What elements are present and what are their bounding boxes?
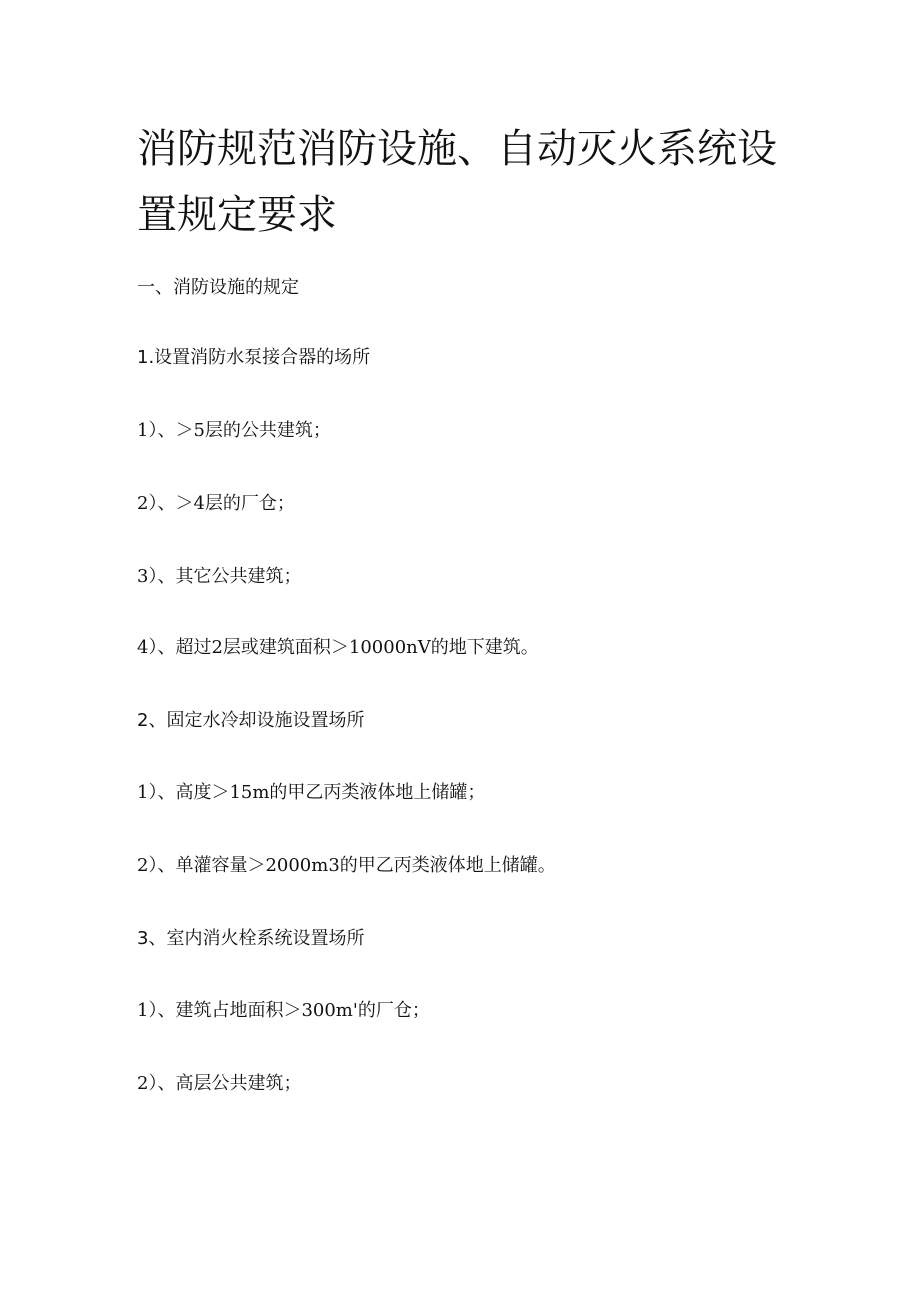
section-heading: 一、消防设施的规定 [137, 277, 299, 298]
list-item: 2）、＞4层的厂仓； [137, 493, 295, 514]
list-item: 4）、超过2层或建筑面积＞10000nV的地下建筑。 [137, 637, 539, 658]
list-item: 1）、建筑占地面积＞300m'的厂仓； [137, 1000, 430, 1021]
document-title: 消防规范消防设施、自动灭火系统设置规定要求 [137, 126, 777, 238]
subsection-heading: 3、室内消火栓系统设置场所 [137, 928, 365, 949]
list-item: 1）、高度＞15m的甲乙丙类液体地上储罐； [137, 782, 486, 803]
list-item: 2）、单灌容量＞2000m3的甲乙丙类液体地上储罐。 [137, 855, 556, 876]
subsection-heading: 2、固定水冷却设施设置场所 [137, 710, 365, 731]
list-item: 3）、其它公共建筑； [137, 566, 302, 587]
list-item: 1）、＞5层的公共建筑； [137, 420, 331, 441]
list-item: 2）、高层公共建筑； [137, 1073, 302, 1094]
subsection-heading: 1.设置消防水泵接合器的场所 [137, 347, 371, 368]
